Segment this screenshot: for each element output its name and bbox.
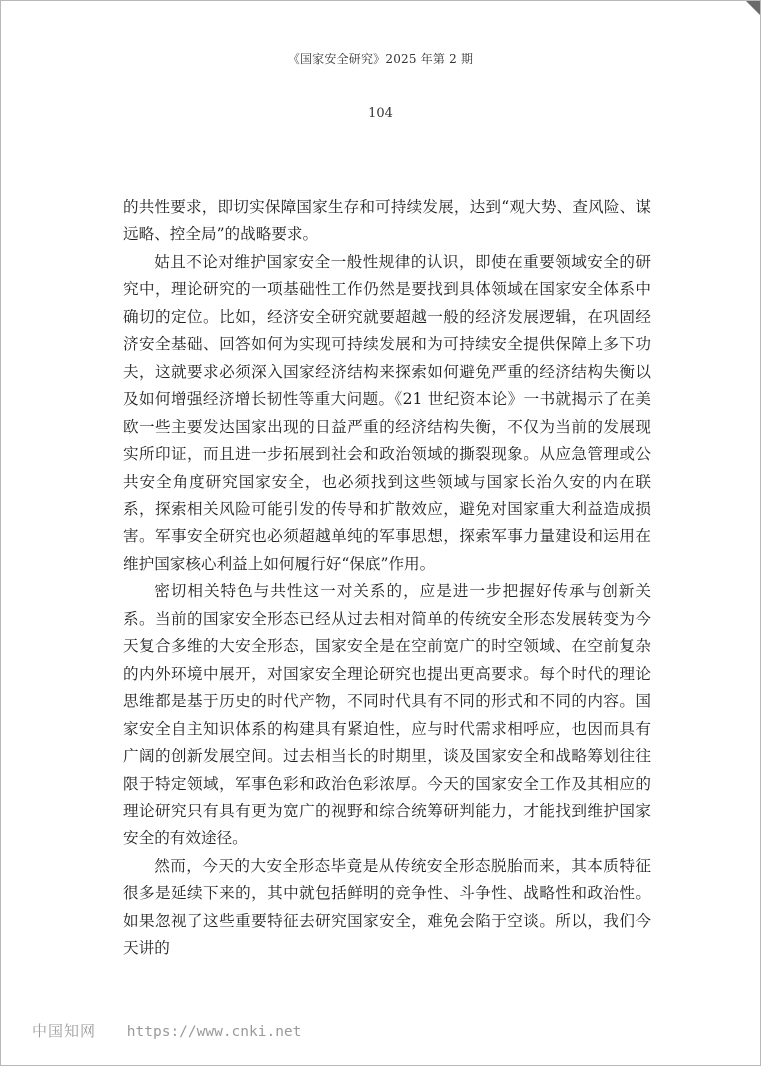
cnki-brand: 中国知网 (32, 1022, 97, 1040)
paragraph-continued: 的共性要求，即切实保障国家生存和可持续发展，达到“观大势、查风险、谋远略、控全局”的战略要求。 (123, 198, 651, 244)
journal-header: 《国家安全研究》2025 年第 2 期 (287, 52, 474, 66)
page-number: 104 (368, 106, 393, 121)
paragraph: 然而，今天的大安全形态毕竟是从传统安全形态脱胎而来，其本质特征很多是延续下来的，其中就包括鲜明的竞争性、斗争性、战略性和政治性。如果忽视了这些重要特征去研究国家安全，难免会陷于空谈。所以，我们今天讲的 (123, 856, 651, 958)
page-corner-fold (746, 1, 760, 15)
paragraph: 密切相关特色与共性这一对关系的，应是进一步把握好传承与创新关系。当前的国家安全形态已经从过去相对简单的传统安全形态发展转变为今天复合多维的大安全形态，国家安全是在空前宽广的时空领域、在空前复杂的内外环境中展开，对国家安全理论研究也提出更高要求。每个时代的理论思维都是基于历史的时代产物，不同时代具有不同的形式和不同的内容。国家安全自主知识体系的构建具有紧迫性，应与时代需求相呼应，也因而具有广阔的创新发展空间。过去相当长的时期里，谈及国家安全和战略筹划往往限于特定领域，军事色彩和政治色彩浓厚。今天的国家安全工作及其相应的理论研究只有具有更为宽广的视野和综合统筹研判能力，才能找到维护国家安全的有效途径。 (123, 582, 651, 848)
paragraph: 姑且不论对维护国家安全一般性规律的认识，即使在重要领域安全的研究中，理论研究的一项基础性工作仍然是要找到具体领域在国家安全体系中确切的定位。比如，经济安全研究就要超越一般的经济发展逻辑，在巩固经济安全基础、回答如何为实现可持续发展和为可持续安全提供保障上多下功夫，这就要求必须深入国家经济结构来探索如何避免严重的经济结构失衡以及如何增强经济增长韧性等重大问题。《21 世纪资本论》一书就揭示了在美欧一些主要发达国家出现的日益严重的经济结构失衡，不仅为当前的发展现实所印证，而且进一步拓展到社会和政治领域的撕裂现象。从应急管理或公共安全角度研究国家安全，也必须找到这些领域与国家长治久安的内在联系，探索相关风险可能引发的传导和扩散效应，避免对国家重大利益造成损害。军事安全研究也必须超越单纯的军事思想，探索军事力量建设和运用在维护国家核心利益上如何履行好“保底”作用。 (123, 252, 651, 573)
cnki-url-link[interactable]: https://www.cnki.net (126, 1024, 302, 1040)
body-text (123, 194, 651, 963)
watermark-footer (32, 1020, 301, 1041)
